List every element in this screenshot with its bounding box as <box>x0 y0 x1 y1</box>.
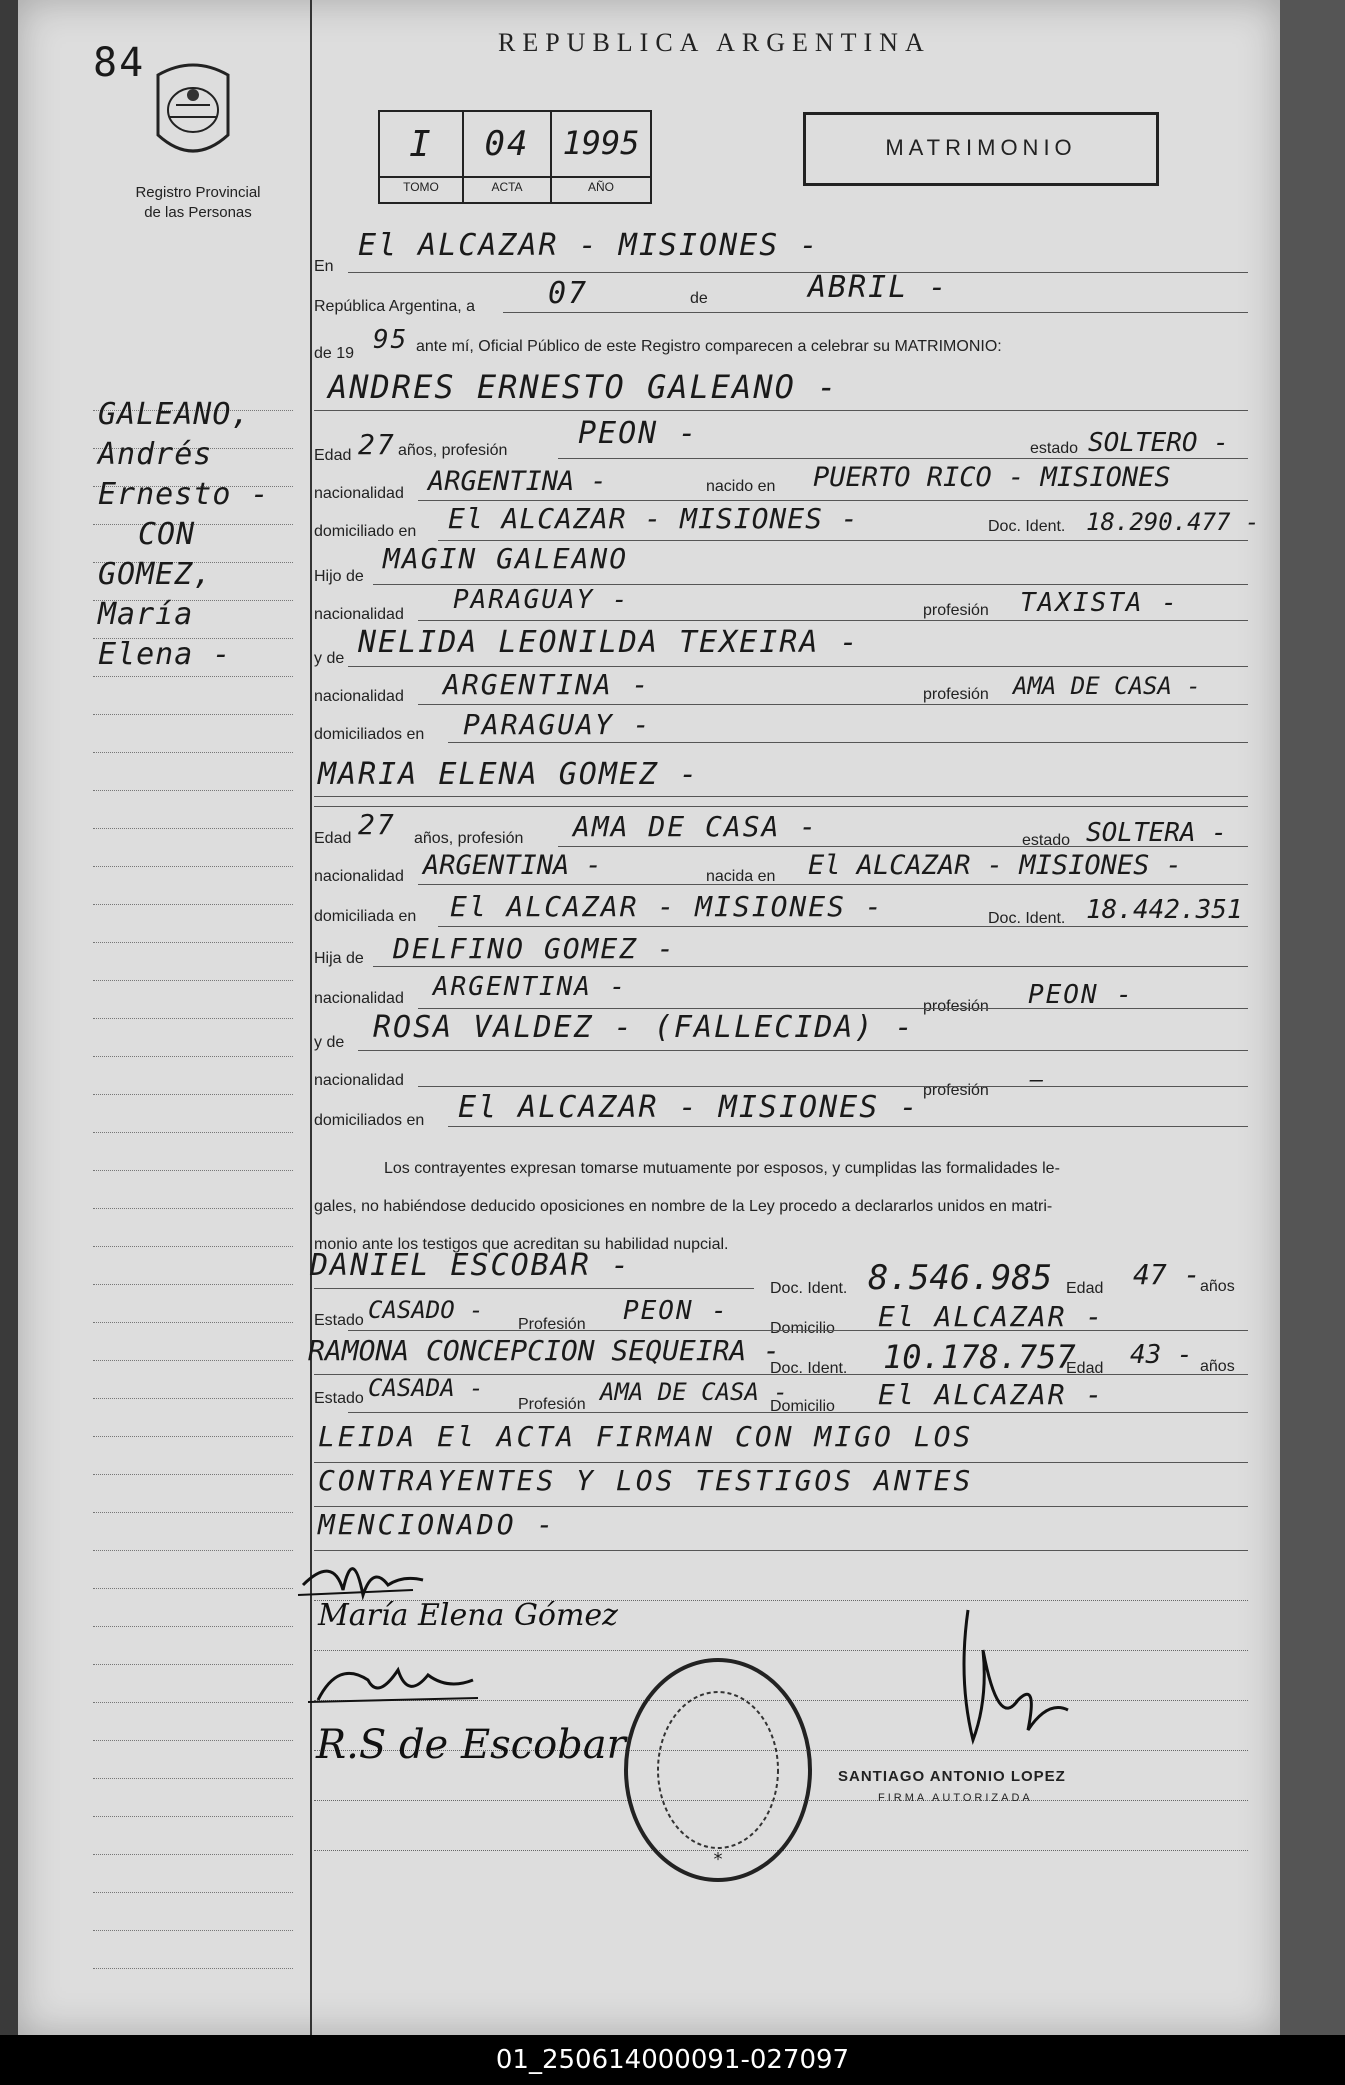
registry-stamp-icon <box>618 1650 818 1890</box>
ano-value: 1995 <box>562 124 640 162</box>
bride-domicile: El ALCAZAR - MISIONES - <box>450 890 884 923</box>
acta-label: ACTA <box>491 180 523 194</box>
groom-estado: SOLTERO - <box>1088 428 1229 458</box>
bride-name: MARIA ELENA GOMEZ - <box>318 757 700 792</box>
groom-father-profession: TAXISTA - <box>1020 588 1179 618</box>
groom-father-nationality: PARAGUAY - <box>453 585 630 615</box>
witness2-estado-label: Estado <box>314 1390 364 1407</box>
margin-note <box>98 395 270 675</box>
republic-label: República Argentina, a <box>314 298 475 315</box>
declaration-text <box>314 1150 1248 1264</box>
margin-note-line: GALEANO, <box>98 397 251 432</box>
witness1-dom-label: Domicilio <box>770 1320 835 1337</box>
bride-father: DELFINO GOMEZ - <box>393 932 676 965</box>
bride-father-nat-label: nacionalidad <box>314 990 404 1007</box>
bride-nationality: ARGENTINA - <box>423 850 602 881</box>
svg-text:*: * <box>713 1849 723 1870</box>
witness1-profession: PEON - <box>623 1296 729 1326</box>
groom-mother-label: y de <box>314 650 345 667</box>
margin-note-line: Andrés <box>98 437 213 472</box>
bride-doc-label: Doc. Ident. <box>988 910 1066 927</box>
bride-doc: 18.442.351 <box>1086 895 1243 925</box>
month: ABRIL - <box>808 270 949 305</box>
witness2-doc: 10.178.757 <box>883 1338 1076 1376</box>
witness1-prof-label: Profesión <box>518 1316 586 1333</box>
groom-profession-label: años, profesión <box>398 442 508 459</box>
groom-parents-domicile: PARAGUAY - <box>463 708 652 741</box>
groom-parents-dom-label: domiciliados en <box>314 726 425 743</box>
groom-father-label: Hijo de <box>314 568 364 585</box>
day: 07 <box>548 276 589 311</box>
bride-domicile-label: domiciliada en <box>314 908 417 925</box>
witness2-profession: AMA DE CASA - <box>600 1378 788 1406</box>
de-label: de <box>690 290 708 307</box>
year-suffix: 95 <box>373 325 409 355</box>
groom-doc: 18.290.477 - <box>1086 508 1260 536</box>
groom-mother-nat-label: nacionalidad <box>314 688 404 705</box>
bride-parents-domicile: El ALCAZAR - MISIONES - <box>458 1090 920 1125</box>
margin-note-line: CON <box>138 517 196 552</box>
bride-father-nationality: ARGENTINA - <box>433 972 628 1002</box>
bride-profession: AMA DE CASA - <box>573 810 819 843</box>
tomo-label: TOMO <box>403 180 439 194</box>
page-edge <box>1280 0 1345 2035</box>
bride-nationality-label: nacionalidad <box>314 868 404 885</box>
groom-age-label: Edad <box>314 447 352 464</box>
closing-text <box>318 1415 1248 1547</box>
place: El ALCAZAR - MISIONES - <box>358 228 820 263</box>
groom-birthplace: PUERTO RICO - MISIONES <box>813 462 1171 493</box>
witness1-domicile: El ALCAZAR - <box>878 1300 1105 1333</box>
margin-note-line: María <box>98 597 194 632</box>
witness1-estado: CASADO - <box>368 1296 484 1324</box>
witness2-age: 43 - <box>1130 1340 1193 1370</box>
declaration-line: Los contrayentes expresan tomarse mutuamente por esposos, y cumplidas las formalidades le- <box>384 1160 1060 1177</box>
bride-father-label: Hija de <box>314 950 364 967</box>
witness2-dom-label: Domicilio <box>770 1398 835 1415</box>
registry-line-2: de las Personas <box>144 204 252 221</box>
bride-mother-nat-label: nacionalidad <box>314 1072 404 1089</box>
witness2-prof-label: Profesión <box>518 1396 586 1413</box>
witness1-anos-label: años <box>1200 1278 1235 1295</box>
groom-mother: NELIDA LEONILDA TEXEIRA - <box>358 625 860 660</box>
country-title: REPUBLICA ARGENTINA <box>498 28 931 57</box>
bride-estado: SOLTERA - <box>1086 818 1227 848</box>
official-signature-icon <box>928 1590 1108 1780</box>
bride-signature: María Elena Gómez <box>318 1598 618 1633</box>
closing-line: LEIDA El ACTA FIRMAN CON MIGO LOS <box>318 1420 974 1453</box>
record-number-box <box>378 110 652 204</box>
witness1-doc-label: Doc. Ident. <box>770 1280 848 1297</box>
ano-label: AÑO <box>587 180 614 194</box>
bride-father-prof-label: profesión <box>923 998 989 1015</box>
margin-note-line: Ernesto - <box>98 477 270 512</box>
groom-doc-label: Doc. Ident. <box>988 518 1066 535</box>
witness1-age: 47 - <box>1133 1258 1201 1291</box>
groom-father-prof-label: profesión <box>923 602 989 619</box>
declaration-line: monio ante los testigos que acreditan su habilidad nupcial. <box>314 1236 729 1253</box>
bride-estado-label: estado <box>1022 832 1071 849</box>
margin-note-line: Elena - <box>98 637 232 672</box>
groom-age: 27 <box>358 428 396 461</box>
official-title: FIRMA AUTORIZADA <box>878 1792 1033 1804</box>
groom-name: ANDRES ERNESTO GALEANO - <box>328 368 839 406</box>
groom-mother-nationality: ARGENTINA - <box>443 668 651 701</box>
en-label: En <box>314 258 334 275</box>
groom-domicile-label: domiciliado en <box>314 523 417 540</box>
bride-mother: ROSA VALDEZ - (FALLECIDA) - <box>373 1010 915 1045</box>
witness2-signature: R.S de Escobar <box>316 1722 626 1768</box>
witness1-estado-label: Estado <box>314 1312 364 1329</box>
provincial-emblem-icon <box>138 55 248 170</box>
appearance-statement: ante mí, Oficial Público de este Registro comparecen a celebrar su MATRIMONIO: <box>416 338 1002 355</box>
bride-parents-dom-label: domiciliados en <box>314 1112 425 1129</box>
groom-nationality: ARGENTINA - <box>428 466 607 497</box>
document-page <box>18 0 1280 2035</box>
tomo-value: I <box>409 124 433 165</box>
bride-mother-label: y de <box>314 1034 345 1051</box>
bride-age-label: Edad <box>314 830 352 847</box>
margin-divider <box>310 0 312 2035</box>
page-number: 84 <box>93 40 146 86</box>
bride-mother-profession: — <box>1030 1068 1046 1093</box>
groom-domicile: El ALCAZAR - MISIONES - <box>448 502 859 535</box>
groom-mother-profession: AMA DE CASA - <box>1013 672 1201 700</box>
groom-profession: PEON - <box>578 416 699 451</box>
bride-mother-prof-label: profesión <box>923 1082 989 1099</box>
registry-name <box>108 183 288 223</box>
bride-born-label: nacida en <box>706 868 776 885</box>
official-name: SANTIAGO ANTONIO LOPEZ <box>838 1768 1066 1785</box>
witness2-edad-label: Edad <box>1066 1360 1104 1377</box>
witness1-edad-label: Edad <box>1066 1280 1104 1297</box>
document-type: MATRIMONIO <box>885 135 1077 160</box>
witness2-domicile: El ALCAZAR - <box>878 1378 1105 1411</box>
witness2-anos-label: años <box>1200 1358 1235 1375</box>
acta-value: 04 <box>484 124 530 164</box>
declaration-line: gales, no habiéndose deducido oposiciones en nombre de la Ley procedo a declararlos unidos en matri- <box>314 1198 1053 1215</box>
bride-age: 27 <box>358 808 396 841</box>
footer-id: 01_250614000091-027097 <box>0 2035 1345 2085</box>
witness2-name: RAMONA CONCEPCION SEQUEIRA - <box>308 1334 781 1367</box>
closing-line: CONTRAYENTES Y LOS TESTIGOS ANTES <box>318 1464 974 1497</box>
closing-line: MENCIONADO - <box>318 1508 557 1541</box>
registry-line-1: Registro Provincial <box>135 184 261 201</box>
document-type-box <box>803 112 1159 186</box>
groom-estado-label: estado <box>1030 440 1079 457</box>
witness2-doc-label: Doc. Ident. <box>770 1360 848 1377</box>
bride-father-profession: PEON - <box>1028 980 1134 1010</box>
bride-profession-label: años, profesión <box>414 830 524 847</box>
witness1-name: DANIEL ESCOBAR - <box>310 1248 631 1283</box>
year-prefix: de 19 <box>314 345 355 362</box>
groom-father-nat-label: nacionalidad <box>314 606 404 623</box>
witness1-doc: 8.546.985 <box>868 1258 1053 1298</box>
bride-birthplace: El ALCAZAR - MISIONES - <box>808 850 1182 881</box>
margin-note-line: GOMEZ, <box>98 557 213 592</box>
groom-mother-prof-label: profesión <box>923 686 989 703</box>
groom-born-label: nacido en <box>706 478 776 495</box>
groom-father: MAGIN GALEANO <box>383 542 629 575</box>
groom-nationality-label: nacionalidad <box>314 485 404 502</box>
witness2-estado: CASADA - <box>368 1374 484 1402</box>
witness1-signature-icon <box>308 1640 488 1720</box>
